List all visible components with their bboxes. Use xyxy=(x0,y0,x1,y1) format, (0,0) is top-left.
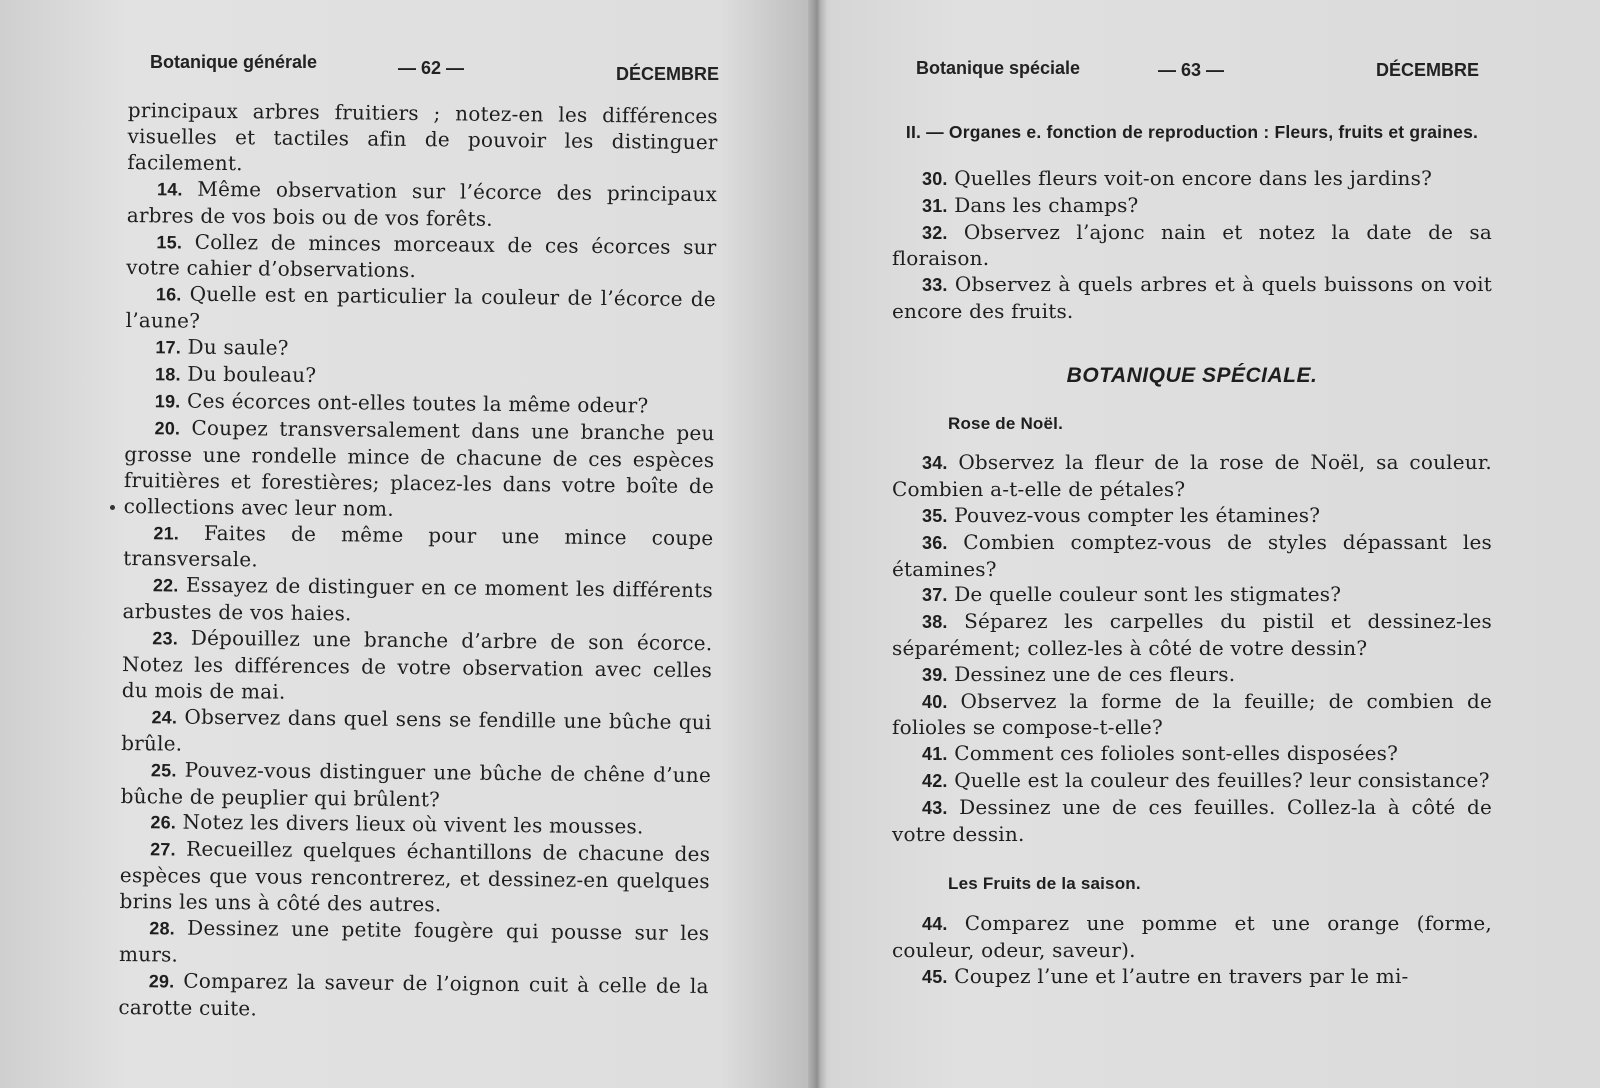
book-gutter xyxy=(808,0,828,1088)
question-number: 39. xyxy=(922,664,948,685)
question-paragraph xyxy=(119,836,710,921)
question-number: 17. xyxy=(155,337,182,358)
question-number: 20. xyxy=(154,418,181,439)
question-paragraph xyxy=(892,911,1492,964)
question-text: Observez dans quel sens se fendille une bûche qui brûle. xyxy=(121,704,712,756)
right-page-body xyxy=(892,120,1492,991)
question-text: Faites de même pour une mince coupe transversale. xyxy=(123,520,714,572)
question-text: Quelle est en particulier la couleur de l’écorce de l’aune? xyxy=(125,282,717,334)
question-paragraph xyxy=(126,229,717,288)
question-text: Observez l’ajonc nain et notez la date de sa floraison. xyxy=(892,219,1492,271)
question-paragraph xyxy=(892,166,1492,193)
question-text: Collez de minces morceaux de ces écorces sur votre cahier d’observations. xyxy=(126,229,717,283)
left-page-body xyxy=(118,98,718,1027)
question-paragraph xyxy=(892,662,1492,689)
question-text: Observez la forme de la feuille; de combien de folioles se compose-t-elle? xyxy=(892,688,1492,740)
question-paragraph xyxy=(892,503,1492,530)
question-paragraph xyxy=(118,968,709,1027)
question-paragraph xyxy=(892,530,1492,583)
question-paragraph xyxy=(892,741,1492,768)
question-text: Du saule? xyxy=(187,334,289,360)
question-number: 44. xyxy=(922,914,948,935)
question-paragraph xyxy=(892,450,1492,503)
question-text: Observez à quels arbres et à quels buissons on voit encore des fruits. xyxy=(892,272,1492,323)
question-number: 36. xyxy=(922,532,948,553)
question-text: Du bouleau? xyxy=(187,361,317,388)
question-paragraph xyxy=(892,582,1492,609)
question-number: 41. xyxy=(922,744,948,765)
ink-speck xyxy=(110,505,115,510)
question-paragraph xyxy=(121,757,712,816)
question-paragraph xyxy=(124,415,715,526)
question-paragraph xyxy=(126,281,717,340)
question-text: Dessinez une petite fougère qui pousse sur les murs. xyxy=(118,915,710,967)
question-paragraph xyxy=(121,704,712,763)
question-paragraph xyxy=(122,572,713,631)
question-number: 31. xyxy=(922,195,948,216)
running-head-month: DÉCEMBRE xyxy=(1376,60,1480,80)
section-heading: II. — Organes e. fonction de reproduction : Fleurs, fruits et graines. xyxy=(905,122,1479,142)
question-text: Essayez de distinguer en ce moment les différents arbustes de vos haies. xyxy=(122,572,714,626)
question-text: Pouvez-vous compter les étamines? xyxy=(954,502,1321,527)
question-text: Quelle est la couleur des feuilles? leur consistance? xyxy=(954,767,1490,792)
subheading-rose-de-noel: Rose de Noël. xyxy=(948,413,1064,433)
question-text: Pouvez-vous distinguer une bûche de chêne d’une bûche de peuplier qui brûlent? xyxy=(120,757,712,811)
question-paragraph xyxy=(892,768,1492,795)
page-number: — 62 — xyxy=(398,58,465,78)
running-head-month: DÉCEMBRE xyxy=(616,64,720,84)
question-number: 30. xyxy=(922,169,948,189)
question-text: Séparez les carpelles du pistil et dessinez-les séparément; collez-les à côté de votre dessin? xyxy=(892,609,1493,660)
running-head-subject: Botanique spéciale xyxy=(916,58,1081,78)
question-number: 23. xyxy=(152,628,179,649)
question-paragraph xyxy=(892,795,1492,848)
question-paragraph xyxy=(892,220,1492,273)
question-number: 38. xyxy=(922,612,948,633)
page-number: — 63 — xyxy=(1158,60,1225,80)
question-text: Observez la fleur de la rose de Noël, sa couleur. Combien a-t-elle de pétales? xyxy=(892,450,1492,502)
question-text: Ces écorces ont-elles toutes la même odeur? xyxy=(186,388,649,418)
question-number: 37. xyxy=(922,585,948,606)
question-number: 32. xyxy=(922,222,948,243)
question-text: Coupez l’une et l’autre en travers par le mi- xyxy=(954,963,1409,988)
question-text: Quelles fleurs voit-on encore dans les jardins? xyxy=(954,166,1433,190)
right-page xyxy=(828,0,1600,1088)
question-text: Dépouillez une branche d’arbre de son écorce. Notez les différences de votre observation avec celles du mois de mai. xyxy=(121,625,713,704)
question-number: 42. xyxy=(922,770,948,791)
running-head-subject: Botanique générale xyxy=(150,52,318,72)
question-group-3 xyxy=(892,911,1492,990)
question-number: 43. xyxy=(922,797,948,818)
question-text: Comment ces folioles sont-elles disposées? xyxy=(954,741,1399,766)
question-text: Comparez une pomme et une orange (forme, couleur, odeur, saveur). xyxy=(892,911,1492,962)
question-number: 45. xyxy=(922,966,948,987)
question-paragraph xyxy=(123,519,714,578)
question-number: 28. xyxy=(149,918,176,939)
question-number: 40. xyxy=(922,691,948,712)
question-paragraph xyxy=(892,964,1492,991)
question-text: Comparez la saveur de l’oignon cuit à celle de la carotte cuite. xyxy=(118,968,709,1021)
main-title: BOTANIQUE SPÉCIALE. xyxy=(1066,363,1318,387)
question-number: 18. xyxy=(155,364,181,385)
question-number: 14. xyxy=(156,179,183,200)
question-text: Coupez transversalement dans une branche peu grosse une rondelle mince de chacune de ces espèces fruitières et forestières; placez-les dans votre boîte de collections avec leur nom. xyxy=(123,415,715,521)
question-text: Dessinez une de ces feuilles. Collez-la à côté de votre dessin. xyxy=(892,794,1493,846)
question-paragraph xyxy=(122,625,713,710)
question-number: 19. xyxy=(154,391,181,412)
question-number: 35. xyxy=(922,505,948,526)
question-paragraph xyxy=(892,609,1492,662)
question-number: 34. xyxy=(922,453,948,474)
question-number: 16. xyxy=(155,284,182,305)
question-number: 33. xyxy=(922,275,948,296)
question-number: 26. xyxy=(150,812,177,834)
question-number: 27. xyxy=(150,839,176,860)
question-number: 21. xyxy=(153,522,180,544)
question-paragraph xyxy=(119,915,710,974)
question-number: 24. xyxy=(151,707,178,728)
question-paragraph xyxy=(892,689,1492,742)
question-text: Même observation sur l’écorce des principaux arbres de vos bois ou de vos forêts. xyxy=(126,176,718,231)
question-text: Combien comptez-vous de styles dépassant les étamines? xyxy=(892,529,1492,581)
question-text: principaux arbres fruitiers ; notez-en les différences visuelles et tactiles afin de pouvoir les distinguer facilement. xyxy=(127,98,718,176)
question-text: De quelle couleur sont les stigmates? xyxy=(954,582,1342,607)
question-paragraph xyxy=(892,272,1492,325)
question-number: 15. xyxy=(156,231,183,253)
question-text: Dessinez une de ces fleurs. xyxy=(954,661,1236,686)
question-number: 25. xyxy=(150,759,177,781)
question-text: Notez les divers lieux où vivent les mousses. xyxy=(182,810,644,839)
question-group-2 xyxy=(892,450,1492,847)
question-paragraph xyxy=(127,176,718,235)
question-number: 22. xyxy=(152,575,179,596)
question-text: Dans les champs? xyxy=(954,192,1139,217)
question-paragraph xyxy=(892,193,1492,220)
question-number: 29. xyxy=(148,971,175,992)
question-paragraph xyxy=(127,98,718,182)
question-text: Recueillez quelques échantillons de chacune des espèces que vous rencontrerez, et dessinez-en quelques brins les uns à côté des autres. xyxy=(119,837,711,917)
subheading-fruits: Les Fruits de la saison. xyxy=(948,874,1141,894)
question-group-1 xyxy=(892,166,1492,325)
